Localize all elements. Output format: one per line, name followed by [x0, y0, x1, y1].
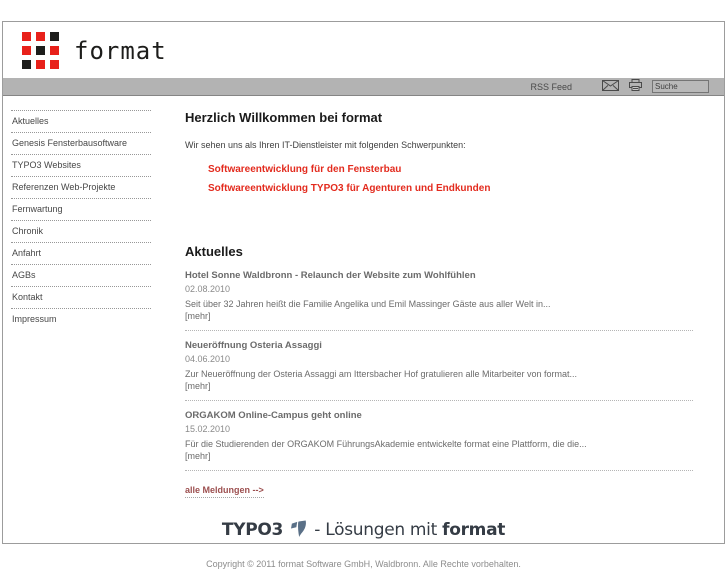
sidebar-item-fernwartung[interactable]: Fernwartung — [11, 198, 151, 220]
logo-square — [36, 46, 45, 55]
print-icon[interactable] — [629, 78, 642, 96]
typo3-logo-icon — [286, 523, 312, 543]
sidebar-item-anfahrt[interactable]: Anfahrt — [11, 242, 151, 264]
news-title[interactable]: Neueröffnung Osteria Assaggi — [185, 340, 322, 351]
footer-claim — [3, 520, 724, 543]
news-teaser: Seit über 32 Jahren heißt die Familie Angelika und Emil Massinger Gäste aus aller Welt in... — [185, 299, 551, 309]
sidebar-item-kontakt[interactable]: Kontakt — [11, 286, 151, 308]
news-more-link[interactable]: [mehr] — [185, 451, 211, 461]
logo-square — [22, 60, 31, 69]
main-column — [185, 110, 693, 498]
sidebar-item-typo3-websites[interactable]: TYPO3 Websites — [11, 154, 151, 176]
news-date: 02.08.2010 — [185, 284, 231, 294]
news-teaser: Für die Studierenden der ORGAKOM FührungsAkademie entwickelte format eine Plattform, die die... — [185, 439, 587, 449]
news-more-link[interactable]: [mehr] — [185, 381, 211, 391]
link-fensterbau[interactable]: Softwareentwicklung für den Fensterbau — [208, 164, 402, 175]
sidebar-item-chronik[interactable]: Chronik — [11, 220, 151, 242]
link-typo3-agenturen[interactable]: Softwareentwicklung TYPO3 für Agenturen und Endkunden — [208, 183, 491, 194]
site-header — [3, 22, 724, 78]
toolbar — [3, 78, 724, 96]
logo-square — [50, 46, 59, 55]
logo-wordmark: format — [74, 37, 167, 65]
logo-square — [50, 32, 59, 41]
welcome-title: Herzlich Willkommen bei format — [185, 110, 383, 125]
claim-prefix: - Lösungen mit — [314, 520, 437, 540]
sidebar-nav — [11, 110, 151, 498]
news-title[interactable]: Hotel Sonne Waldbronn - Relaunch der Website zum Wohlfühlen — [185, 270, 476, 281]
logo-square — [36, 60, 45, 69]
intro-text: Wir sehen uns als Ihren IT-Dienstleister mit folgenden Schwerpunkten: — [185, 140, 466, 150]
sidebar-item-agbs[interactable]: AGBs — [11, 264, 151, 286]
logo-square — [36, 32, 45, 41]
logo-square — [22, 32, 31, 41]
typo3-wordmark: TYPO3 — [221, 520, 284, 540]
page-container — [2, 21, 725, 569]
logo-grid — [22, 32, 59, 69]
logo-square — [22, 46, 31, 55]
news-item — [185, 410, 693, 471]
claim-brand: format — [442, 520, 506, 540]
news-more-link[interactable]: [mehr] — [185, 311, 211, 321]
news-teaser: Zur Neueröffnung der Osteria Assaggi am Ittersbacher Hof gratulieren alle Mitarbeiter von format... — [185, 369, 578, 379]
sidebar-item-aktuelles[interactable]: Aktuelles — [11, 110, 151, 132]
sidebar-item-impressum[interactable]: Impressum — [11, 308, 151, 330]
news-item — [185, 270, 693, 331]
highlight-links — [208, 164, 693, 194]
content-area — [3, 96, 724, 498]
mail-icon[interactable] — [602, 78, 619, 96]
news-date: 04.06.2010 — [185, 354, 231, 364]
news-date: 15.02.2010 — [185, 424, 231, 434]
logo-square — [50, 60, 59, 69]
rss-feed-link[interactable]: RSS Feed — [530, 81, 572, 92]
news-section-title: Aktuelles — [185, 244, 243, 259]
all-news-link[interactable]: alle Meldungen --> — [185, 485, 264, 498]
sidebar-item-genesis-fensterbausoftware[interactable]: Genesis Fensterbausoftware — [11, 132, 151, 154]
copyright-text: Copyright © 2011 format Software GmbH, Waldbronn. Alle Rechte vorbehalten. — [206, 559, 521, 569]
search-input[interactable] — [652, 80, 709, 93]
news-item — [185, 340, 693, 401]
news-list — [185, 270, 693, 471]
news-title[interactable]: ORGAKOM Online-Campus geht online — [185, 410, 362, 421]
sidebar-item-referenzen-web-projekte[interactable]: Referenzen Web-Projekte — [11, 176, 151, 198]
format-logo[interactable] — [22, 32, 167, 69]
